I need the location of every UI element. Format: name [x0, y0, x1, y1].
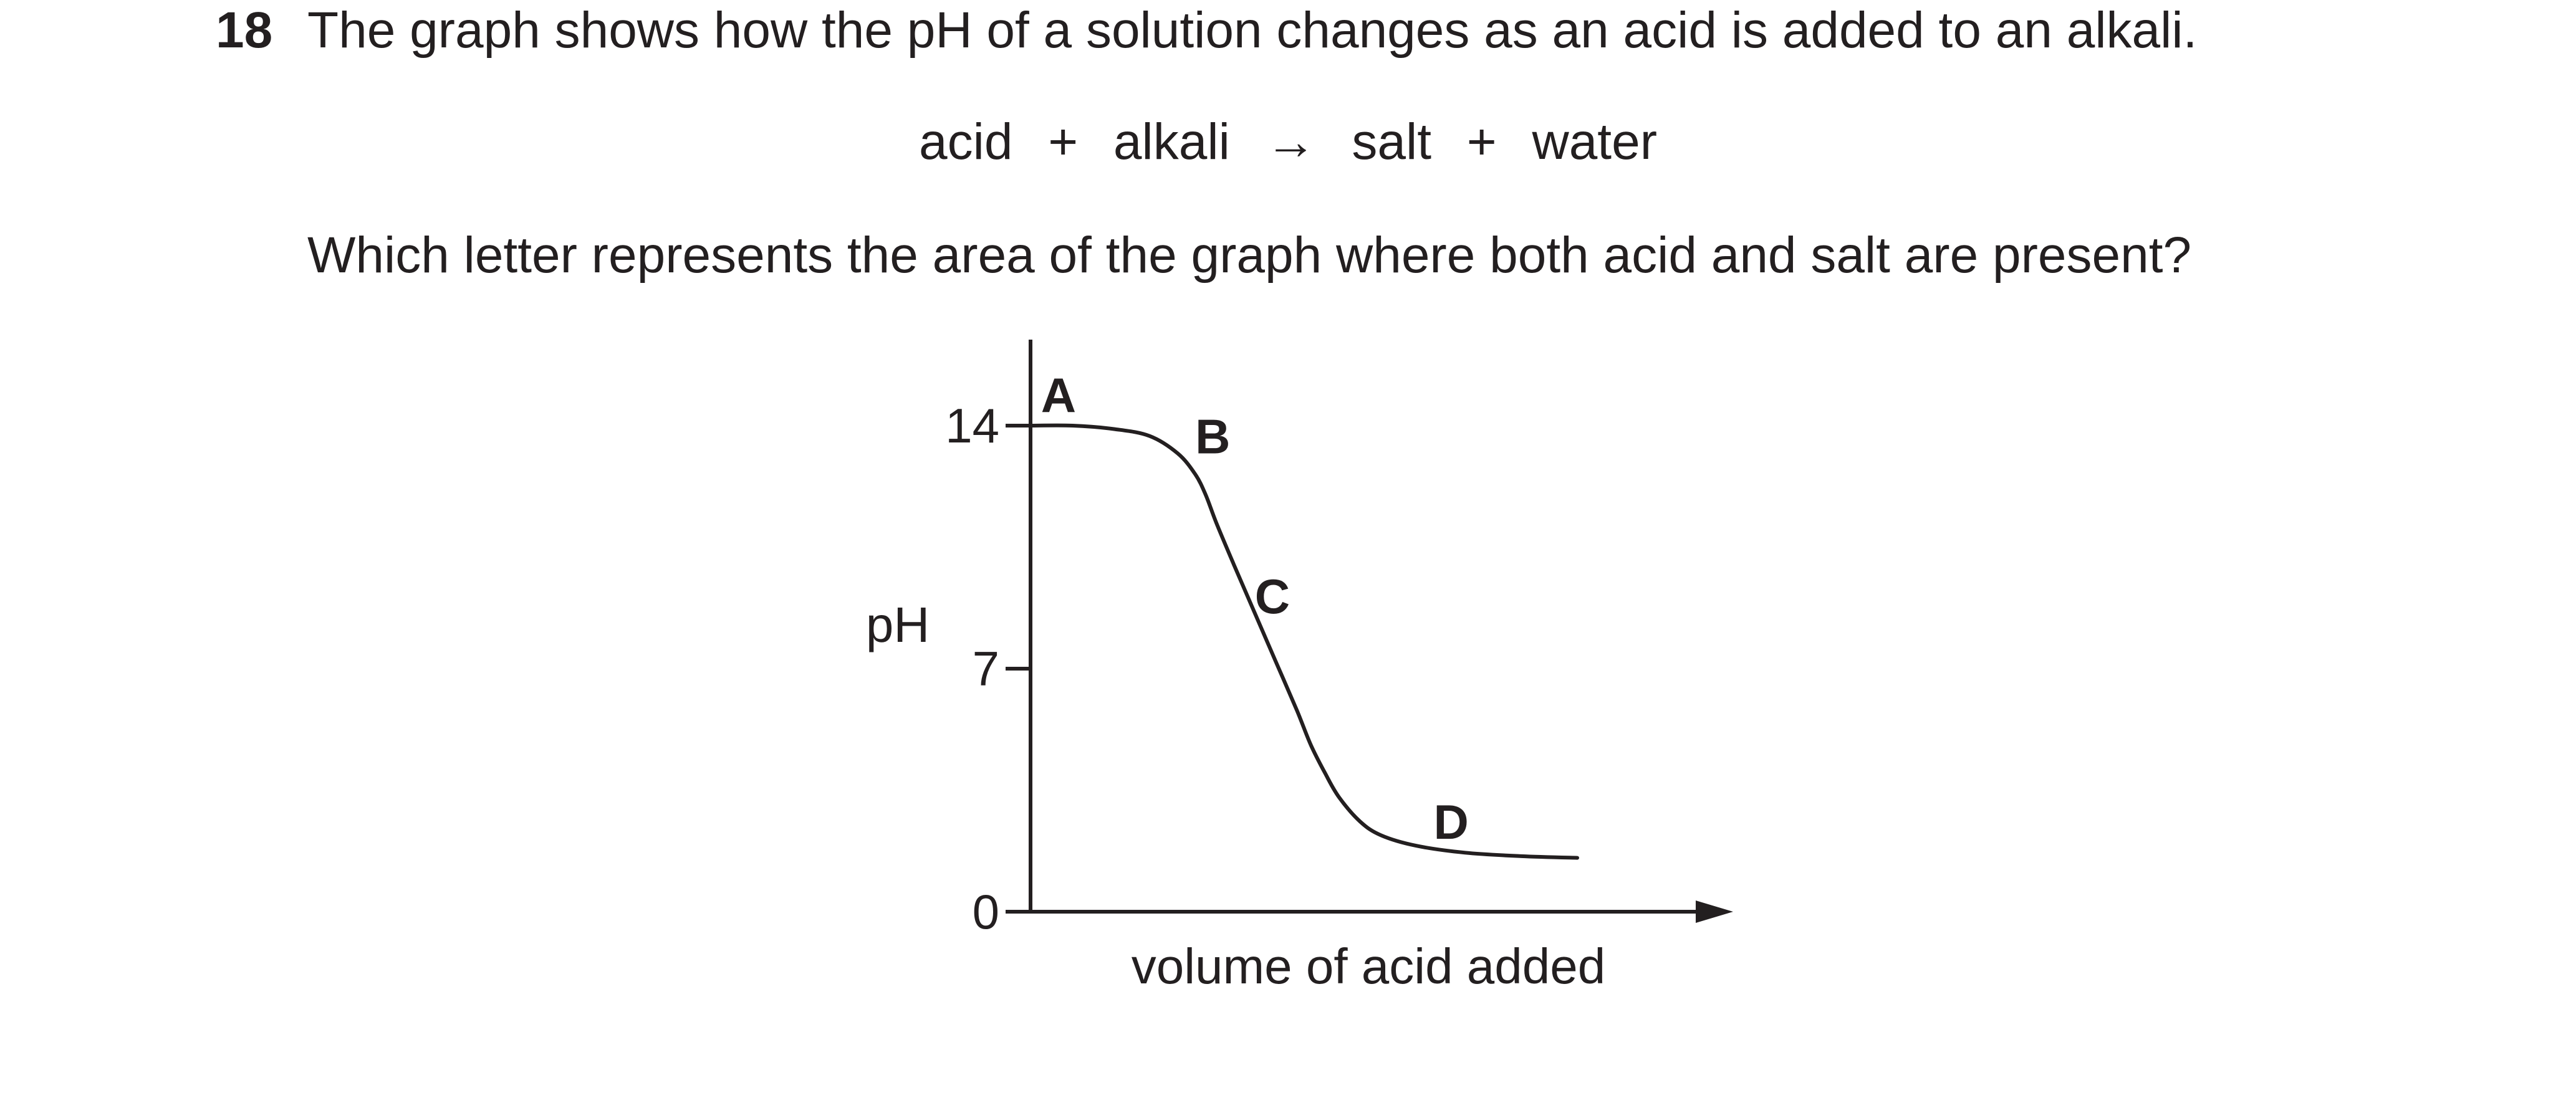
equation-plus-2: +: [1466, 113, 1497, 170]
question-prompt: Which letter represents the area of the graph where both acid and salt are present?: [307, 227, 2192, 284]
equation-reactant-alkali: alkali: [1113, 113, 1230, 170]
point-labels: [1041, 368, 1469, 849]
equation-product-water: water: [1532, 113, 1657, 170]
point-label-d: D: [1433, 795, 1469, 850]
equation-reactant-acid: acid: [919, 113, 1013, 170]
y-tick-label: 0: [972, 884, 999, 939]
y-ticks: [945, 398, 1031, 939]
equation-arrow: →: [1265, 113, 1317, 170]
y-tick-label: 7: [972, 641, 999, 696]
equation-product-salt: salt: [1352, 113, 1431, 170]
y-axis-label: pH: [865, 597, 930, 652]
point-label-b: B: [1195, 409, 1231, 464]
equation-plus-1: +: [1048, 113, 1079, 170]
y-tick-label: 14: [945, 398, 999, 453]
x-axis-label: volume of acid added: [1131, 938, 1606, 994]
ph-curve: [1031, 426, 1577, 858]
point-label-c: C: [1254, 569, 1290, 624]
point-label-a: A: [1040, 367, 1077, 423]
question-number: 18: [216, 2, 273, 59]
question-text: The graph shows how the pH of a solution changes as an acid is added to an alkali.: [307, 2, 2198, 59]
